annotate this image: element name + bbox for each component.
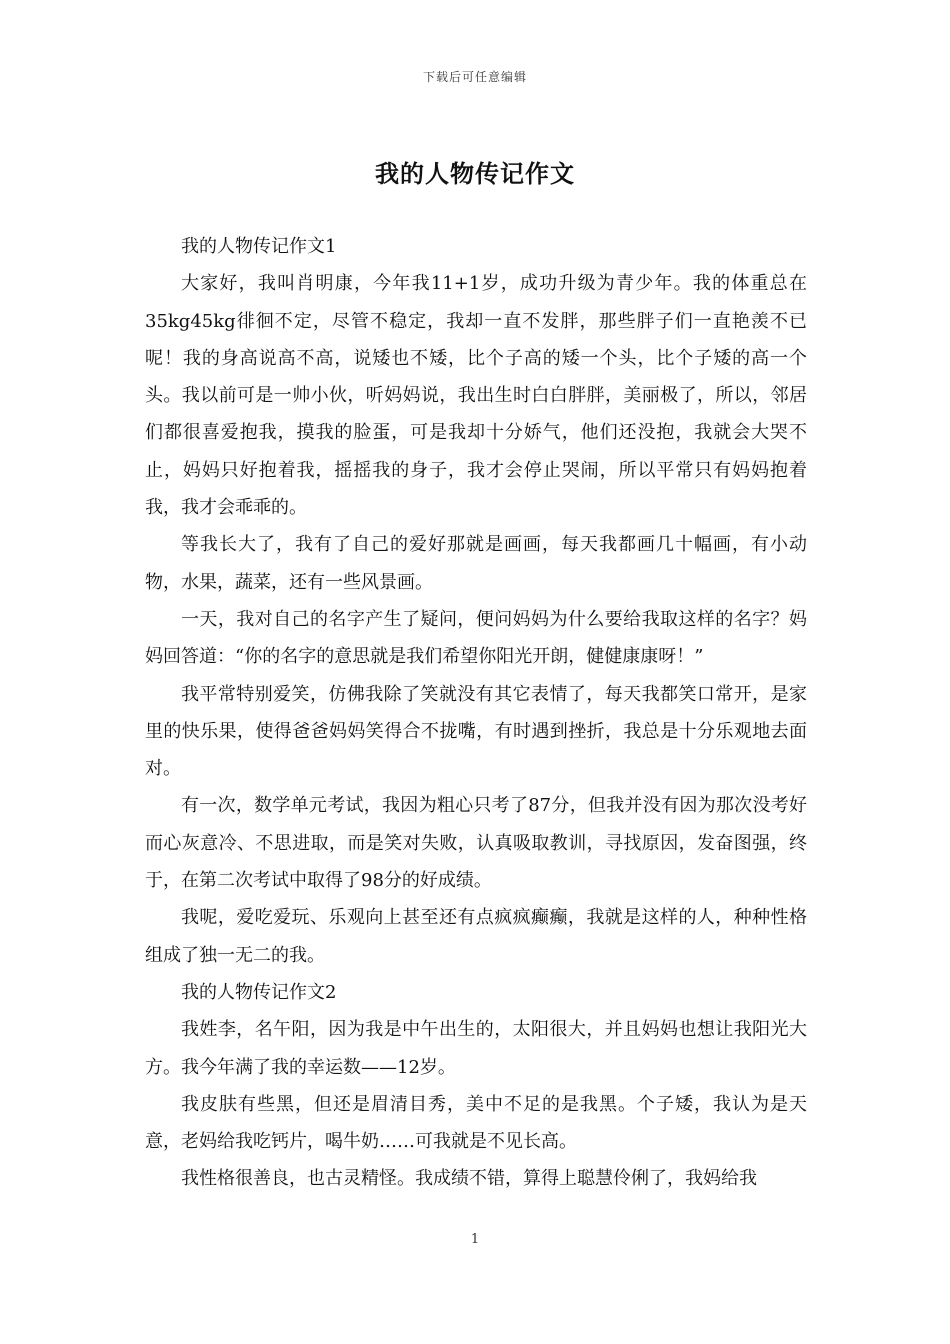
paragraph: 一天，我对自己的名字产生了疑问，便问妈妈为什么要给我取这样的名字？妈妈回答道：“你的名字的意思就是我们希望你阳光开朗，健健康康呀！”	[145, 608, 807, 668]
page-number: 1	[470, 1232, 480, 1247]
header-note: 下载后可任意编辑	[422, 70, 527, 84]
paragraph: 我姓李，名午阳，因为我是中午出生的，太阳很大，并且妈妈也想让我阳光大方。我今年满了我的幸运数——12岁。	[145, 1019, 807, 1078]
document-title: 我的人物传记作文	[375, 159, 575, 188]
paragraph: 有一次，数学单元考试，我因为粗心只考了87分，但我并没有因为那次没考好而心灰意冷、不思进取，而是笑对失败，认真吸取教训，寻找原因，发奋图强，终于，在第二次考试中取得了98分的好成绩。	[145, 795, 807, 892]
section-heading-1: 我的人物传记作文1	[181, 236, 337, 257]
paragraph: 我性格很善良，也古灵精怪。我成绩不错，算得上聪慧伶俐了，我妈给我	[181, 1168, 757, 1190]
paragraph: 我平常特别爱笑，仿佛我除了笑就没有其它表情了，每天我都笑口常开，是家里的快乐果，使得爸爸妈妈笑得合不拢嘴，有时遇到挫折，我总是十分乐观地去面对。	[145, 683, 807, 780]
paragraph: 我皮肤有些黑，但还是眉清目秀，美中不足的是我黑。个子矮，我认为是天意，老妈给我吃钙片，喝牛奶……可我就是不见长高。	[145, 1093, 807, 1153]
section-heading-2: 我的人物传记作文2	[181, 981, 337, 1003]
paragraph: 大家好，我叫肖明康，今年我11+1岁，成功升级为青少年。我的体重总在35kg45kg徘徊不定，尽管不稳定，我却一直不发胖，那些胖子们一直艳羡不已呢！我的身高说高不高，说矮也不矮，比个子高的矮一个头，比个子矮的高一个头。我以前可是一帅小伙，听妈妈说，我出生时白白胖胖，美丽极了，所以，邻居们都很喜爱抱我，摸我的脸蛋，可是我却十分娇气，他们还没抱，我就会大哭不止，妈妈只好抱着我，摇摇我的身子，我才会停止哭闹，所以平常只有妈妈抱着我，我才会乖乖的。	[145, 273, 807, 519]
document-body	[145, 228, 807, 1198]
paragraph: 我呢，爱吃爱玩、乐观向上甚至还有点疯疯癫癫，我就是这样的人，种种性格组成了独一无二的我。	[145, 907, 807, 966]
paragraph: 等我长大了，我有了自己的爱好那就是画画，每天我都画几十幅画，有小动物，水果，蔬菜，还有一些风景画。	[145, 534, 807, 593]
